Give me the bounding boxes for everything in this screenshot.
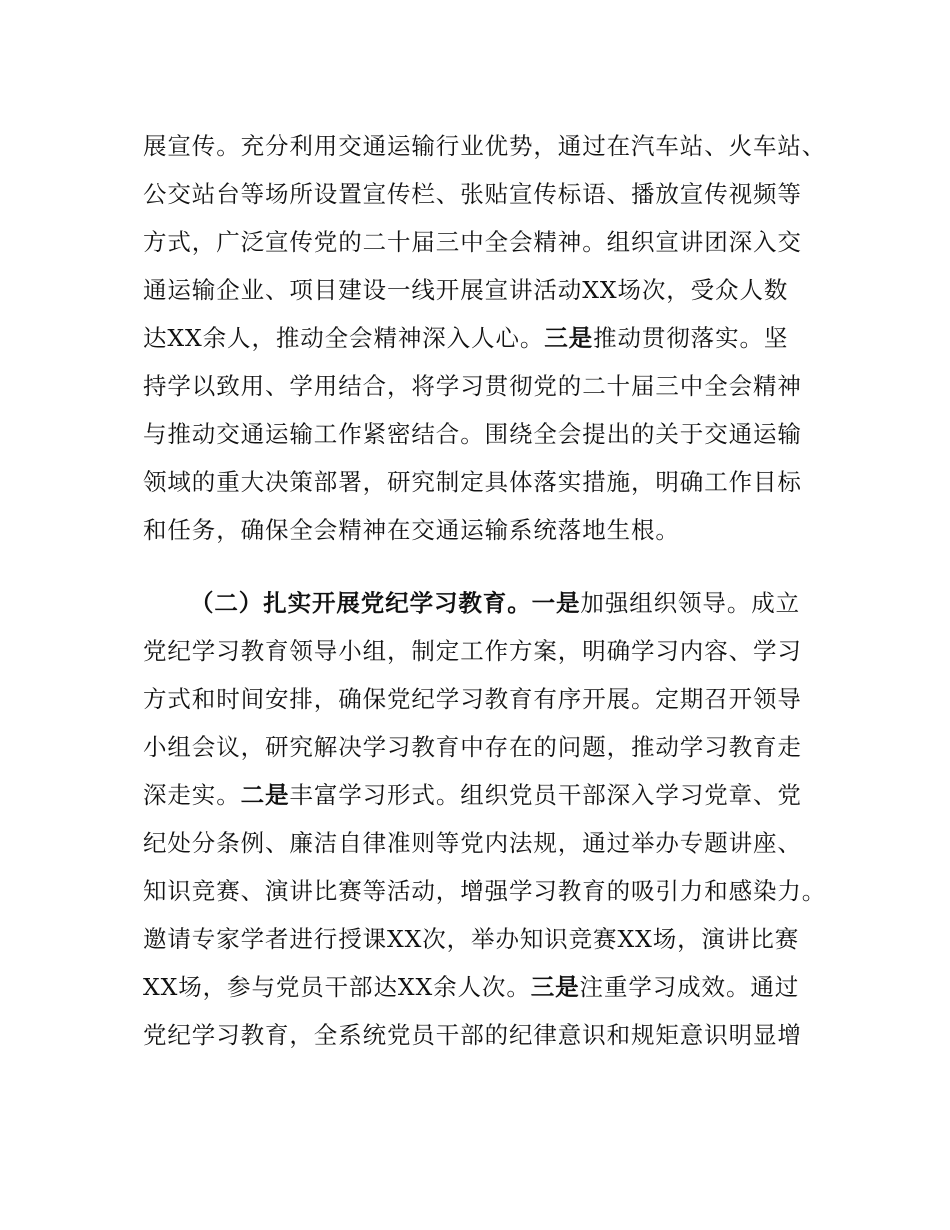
- bold-marker: 一是: [531, 589, 581, 617]
- text-span: 通运输企业、项目建设一线开展宣讲活动XX场次，受众人数: [143, 276, 789, 304]
- text-span: 持学以致用、学用结合，将学习贯彻党的二十届三中全会精神: [143, 372, 802, 400]
- text-line: [143, 775, 802, 815]
- text-span: XX场，参与党员干部达XX余人次。: [143, 973, 531, 1001]
- text-line: [143, 222, 802, 262]
- text-span: 达XX余人，推动全会精神深入人心。: [143, 324, 545, 352]
- section-heading: （二）扎实开展党纪学习教育。: [190, 589, 532, 617]
- text-line: [190, 583, 800, 623]
- text-span: 纪处分条例、廉洁自律准则等党内法规，通过举办专题讲座、: [143, 829, 802, 857]
- bold-marker: 三是: [544, 324, 594, 352]
- text-line: [143, 631, 802, 671]
- text-line: [143, 126, 826, 166]
- text-span: 公交站台等场所设置宣传栏、张贴宣传标语、播放宣传视频等: [143, 180, 802, 208]
- text-line: [143, 1015, 802, 1055]
- text-span: 方式，广泛宣传党的二十届三中全会精神。组织宣讲团深入交: [143, 228, 802, 256]
- text-line: [143, 727, 802, 767]
- text-span: 党纪学习教育，全系统党员干部的纪律意识和规矩意识明显增: [143, 1021, 802, 1049]
- text-line: [143, 462, 802, 502]
- text-line: [143, 510, 680, 550]
- text-span: 推动贯彻落实。坚: [593, 324, 789, 352]
- bold-marker: 三是: [530, 973, 580, 1001]
- text-line: [143, 174, 802, 214]
- text-line: [143, 366, 802, 406]
- text-line: [143, 823, 802, 863]
- text-span: 党纪学习教育领导小组，制定工作方案，明确学习内容、学习: [143, 637, 802, 665]
- text-span: 与推动交通运输工作紧密结合。围绕全会提出的关于交通运输: [143, 420, 802, 448]
- text-span: 知识竞赛、演讲比赛等活动，增强学习教育的吸引力和感染力。: [143, 877, 827, 905]
- text-span: 和任务，确保全会精神在交通运输系统落地生根。: [143, 516, 680, 544]
- text-line: [143, 679, 802, 719]
- text-line: [143, 871, 826, 911]
- text-line: [143, 270, 788, 310]
- text-span: 邀请专家学者进行授课XX次，举办知识竞赛XX场，演讲比赛: [143, 925, 800, 953]
- text-line: [143, 919, 799, 959]
- bold-marker: 二是: [240, 781, 290, 809]
- text-span: 小组会议，研究解决学习教育中存在的问题，推动学习教育走: [143, 733, 802, 761]
- text-span: 方式和时间安排，确保党纪学习教育有序开展。定期召开领导: [143, 685, 802, 713]
- text-span: 注重学习成效。通过: [579, 973, 800, 1001]
- text-span: 领域的重大决策部署，研究制定具体落实措施，明确工作目标: [143, 468, 802, 496]
- text-span: 深走实。: [143, 781, 241, 809]
- text-span: 丰富学习形式。组织党员干部深入学习党章、党: [289, 781, 802, 809]
- text-span: 加强组织领导。成立: [580, 589, 801, 617]
- text-line: [143, 967, 799, 1007]
- text-line: [143, 414, 802, 454]
- text-span: 展宣传。充分利用交通运输行业优势，通过在汽车站、火车站、: [143, 132, 827, 160]
- text-line: [143, 318, 788, 358]
